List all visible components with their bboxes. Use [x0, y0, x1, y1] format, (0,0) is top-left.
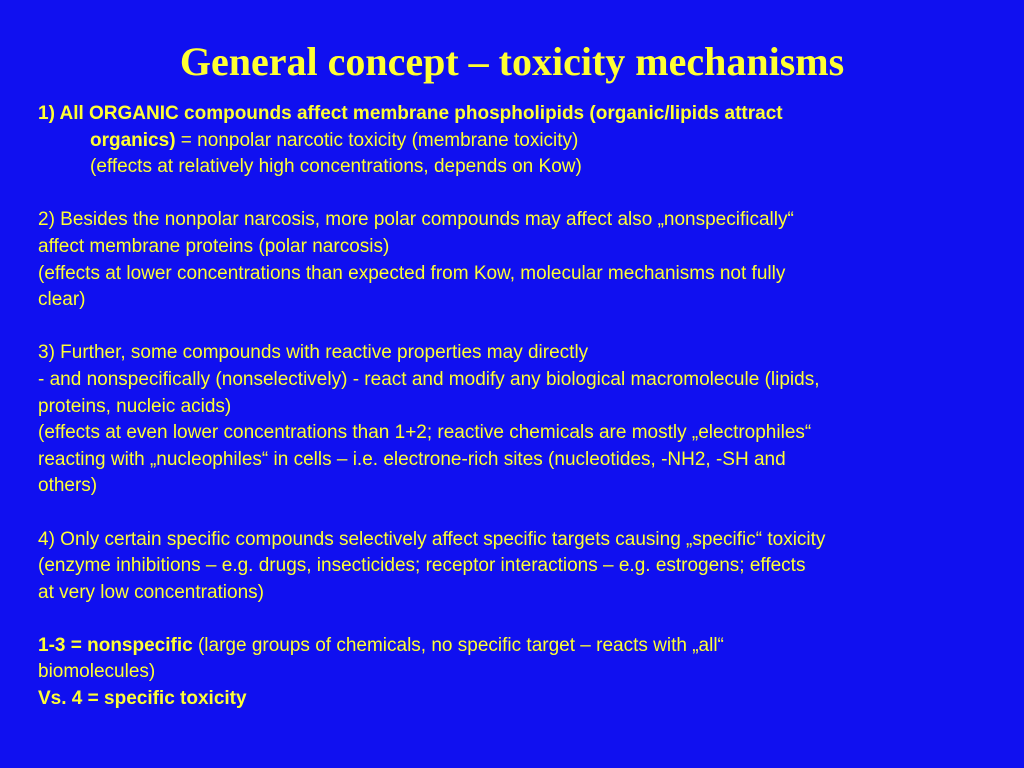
summary-specific-label: Vs. 4 = specific toxicity [38, 688, 247, 710]
spacer [38, 500, 998, 527]
point-3-line-3: proteins, nucleic acids) [38, 395, 232, 417]
point-1 [38, 101, 998, 181]
point-4-line-1: 4) Only certain specific compounds selectively affect specific targets causing „specific“ toxicity [38, 528, 826, 550]
summary-nonspecific-label: 1-3 = nonspecific [38, 634, 193, 656]
point-3-line-4: (effects at even lower concentrations than 1+2; reactive chemicals are mostly „electrophiles“ [38, 422, 812, 444]
point-1-line-2 [38, 128, 998, 155]
point-1-line-2-bold: organics) [90, 129, 176, 151]
point-2-line-2: affect membrane proteins (polar narcosis) [38, 235, 390, 257]
summary-nonspecific-text: (large groups of chemicals, no specific target – reacts with „all“ [192, 634, 724, 656]
point-4-line-3: at very low concentrations) [38, 581, 264, 603]
point-4 [38, 527, 998, 607]
summary-line-1 [38, 633, 998, 660]
point-2 [38, 207, 998, 313]
point-2-line-1: 2) Besides the nonpolar narcosis, more polar compounds may affect also „nonspecifically“ [38, 209, 794, 231]
point-2-line-3: (effects at lower concentrations than expected from Kow, molecular mechanisms not fully [38, 262, 786, 284]
point-3-line-6: others) [38, 475, 98, 497]
point-1-line-2-rest: = nonpolar narcotic toxicity (membrane toxicity) [175, 129, 579, 151]
point-1-line-1: 1) All ORGANIC compounds affect membrane phospholipids (organic/lipids attract [38, 103, 783, 124]
slide-title: General concept – toxicity mechanisms [179, 39, 845, 84]
point-2-line-4: clear) [38, 289, 86, 311]
summary-line-2: biomolecules) [38, 661, 156, 683]
slide-body [38, 101, 998, 713]
spacer [38, 314, 998, 341]
point-4-line-2: (enzyme inhibitions – e.g. drugs, insecticides; receptor interactions – e.g. estrogens; effects [38, 555, 806, 577]
point-3-line-1: 3) Further, some compounds with reactive properties may directly [38, 342, 589, 364]
summary [38, 633, 998, 713]
point-3-line-2: - and nonspecifically (nonselectively) - react and modify any biological macromolecule (lipids, [38, 368, 820, 390]
point-3-line-5: reacting with „nucleophiles“ in cells – i.e. electrone-rich sites (nucleotides, -NH2, -SH and [38, 448, 786, 470]
spacer [38, 606, 998, 633]
point-1-line-3: (effects at relatively high concentrations, depends on Kow) [90, 156, 582, 178]
spacer [38, 181, 998, 208]
point-3 [38, 340, 998, 500]
